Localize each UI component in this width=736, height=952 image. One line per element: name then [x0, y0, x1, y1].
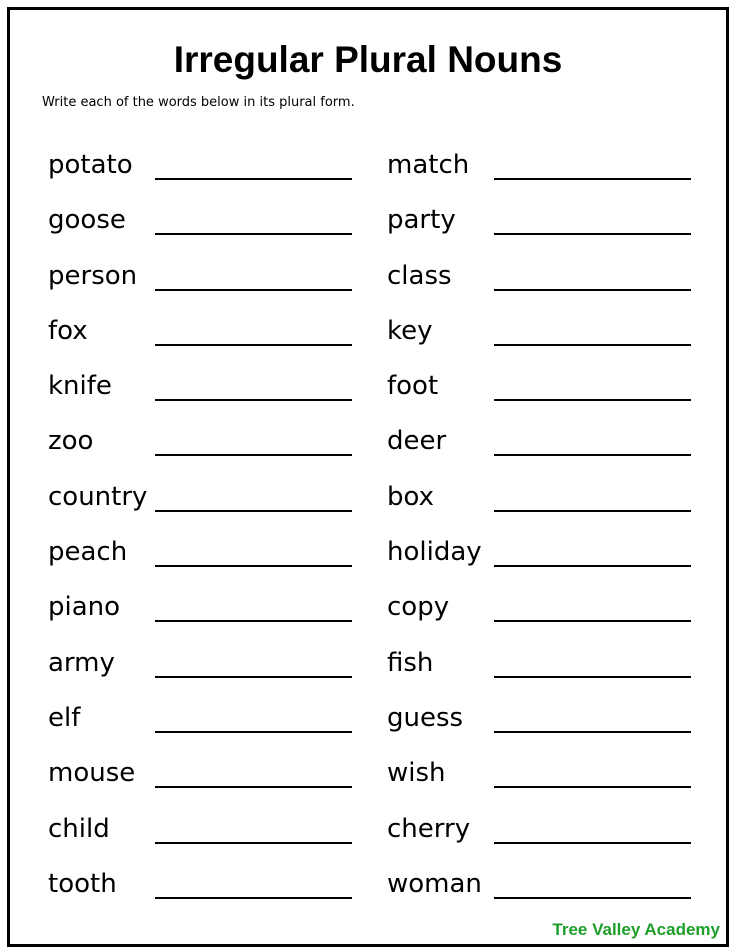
page-title: Irregular Plural Nouns — [173, 39, 563, 80]
word-row — [387, 200, 692, 255]
word-row — [387, 421, 692, 476]
word-row — [387, 809, 692, 864]
word: class — [387, 260, 452, 291]
word: knife — [48, 371, 112, 402]
word: army — [48, 647, 115, 678]
word: goose — [48, 205, 126, 236]
word: foot — [387, 371, 439, 402]
word-row — [48, 477, 353, 532]
word-row — [387, 256, 692, 311]
answer-line[interactable] — [155, 344, 352, 346]
answer-line[interactable] — [494, 454, 691, 456]
answer-line[interactable] — [155, 786, 352, 788]
answer-line[interactable] — [155, 620, 352, 622]
instructions: Write each of the words below in its plural form. — [42, 95, 355, 110]
answer-line[interactable] — [494, 786, 691, 788]
word-row — [48, 532, 353, 587]
word: guess — [387, 702, 464, 733]
word: holiday — [387, 537, 482, 568]
word: fox — [48, 315, 88, 346]
answer-line[interactable] — [494, 565, 691, 567]
word-row — [387, 532, 692, 587]
answer-line[interactable] — [155, 454, 352, 456]
word-column-right — [387, 145, 692, 919]
word: piano — [48, 592, 121, 623]
word-row — [48, 200, 353, 255]
answer-line[interactable] — [155, 233, 352, 235]
answer-line[interactable] — [494, 676, 691, 678]
word: match — [387, 150, 470, 180]
word: country — [48, 481, 148, 512]
word: mouse — [48, 758, 136, 789]
word: child — [48, 813, 110, 844]
answer-line[interactable] — [494, 620, 691, 622]
answer-line[interactable] — [155, 842, 352, 844]
answer-line[interactable] — [155, 897, 352, 899]
word: cherry — [387, 813, 471, 844]
word: wish — [387, 758, 446, 789]
word: potato — [48, 150, 133, 180]
word: copy — [387, 592, 450, 623]
word-row — [48, 753, 353, 808]
answer-line[interactable] — [494, 731, 691, 733]
word-column-left — [48, 145, 353, 919]
word-row — [48, 643, 353, 698]
word: peach — [48, 537, 128, 568]
word-row — [387, 477, 692, 532]
word-row — [387, 864, 692, 919]
word-row — [387, 698, 692, 753]
word-row — [387, 145, 692, 200]
footer-brand: Tree Valley Academy — [552, 920, 720, 939]
word-row — [48, 256, 353, 311]
word-row — [387, 643, 692, 698]
word: party — [387, 205, 456, 236]
answer-line[interactable] — [494, 842, 691, 844]
word-row — [48, 809, 353, 864]
word: deer — [387, 426, 447, 457]
answer-line[interactable] — [155, 178, 352, 180]
answer-line[interactable] — [494, 289, 691, 291]
word: fish — [387, 647, 434, 678]
word: person — [48, 260, 138, 291]
answer-line[interactable] — [494, 233, 691, 235]
word-row — [387, 753, 692, 808]
word: woman — [387, 868, 482, 899]
word: zoo — [48, 426, 94, 457]
answer-line[interactable] — [494, 510, 691, 512]
word-row — [48, 145, 353, 200]
word-row — [48, 421, 353, 476]
word-row — [387, 587, 692, 642]
answer-line[interactable] — [155, 399, 352, 401]
word-row — [48, 311, 353, 366]
answer-line[interactable] — [155, 731, 352, 733]
answer-line[interactable] — [494, 178, 691, 180]
word: elf — [48, 702, 81, 733]
answer-line[interactable] — [155, 565, 352, 567]
answer-line[interactable] — [494, 399, 691, 401]
answer-line[interactable] — [494, 897, 691, 899]
answer-line[interactable] — [155, 510, 352, 512]
answer-line[interactable] — [155, 289, 352, 291]
word: tooth — [48, 868, 117, 899]
answer-line[interactable] — [494, 344, 691, 346]
word-row — [48, 587, 353, 642]
answer-line[interactable] — [155, 676, 352, 678]
word-row — [48, 698, 353, 753]
word: key — [387, 315, 433, 346]
word-row — [48, 864, 353, 919]
word-row — [387, 311, 692, 366]
word-row — [387, 366, 692, 421]
word: box — [387, 481, 434, 512]
word-row — [48, 366, 353, 421]
